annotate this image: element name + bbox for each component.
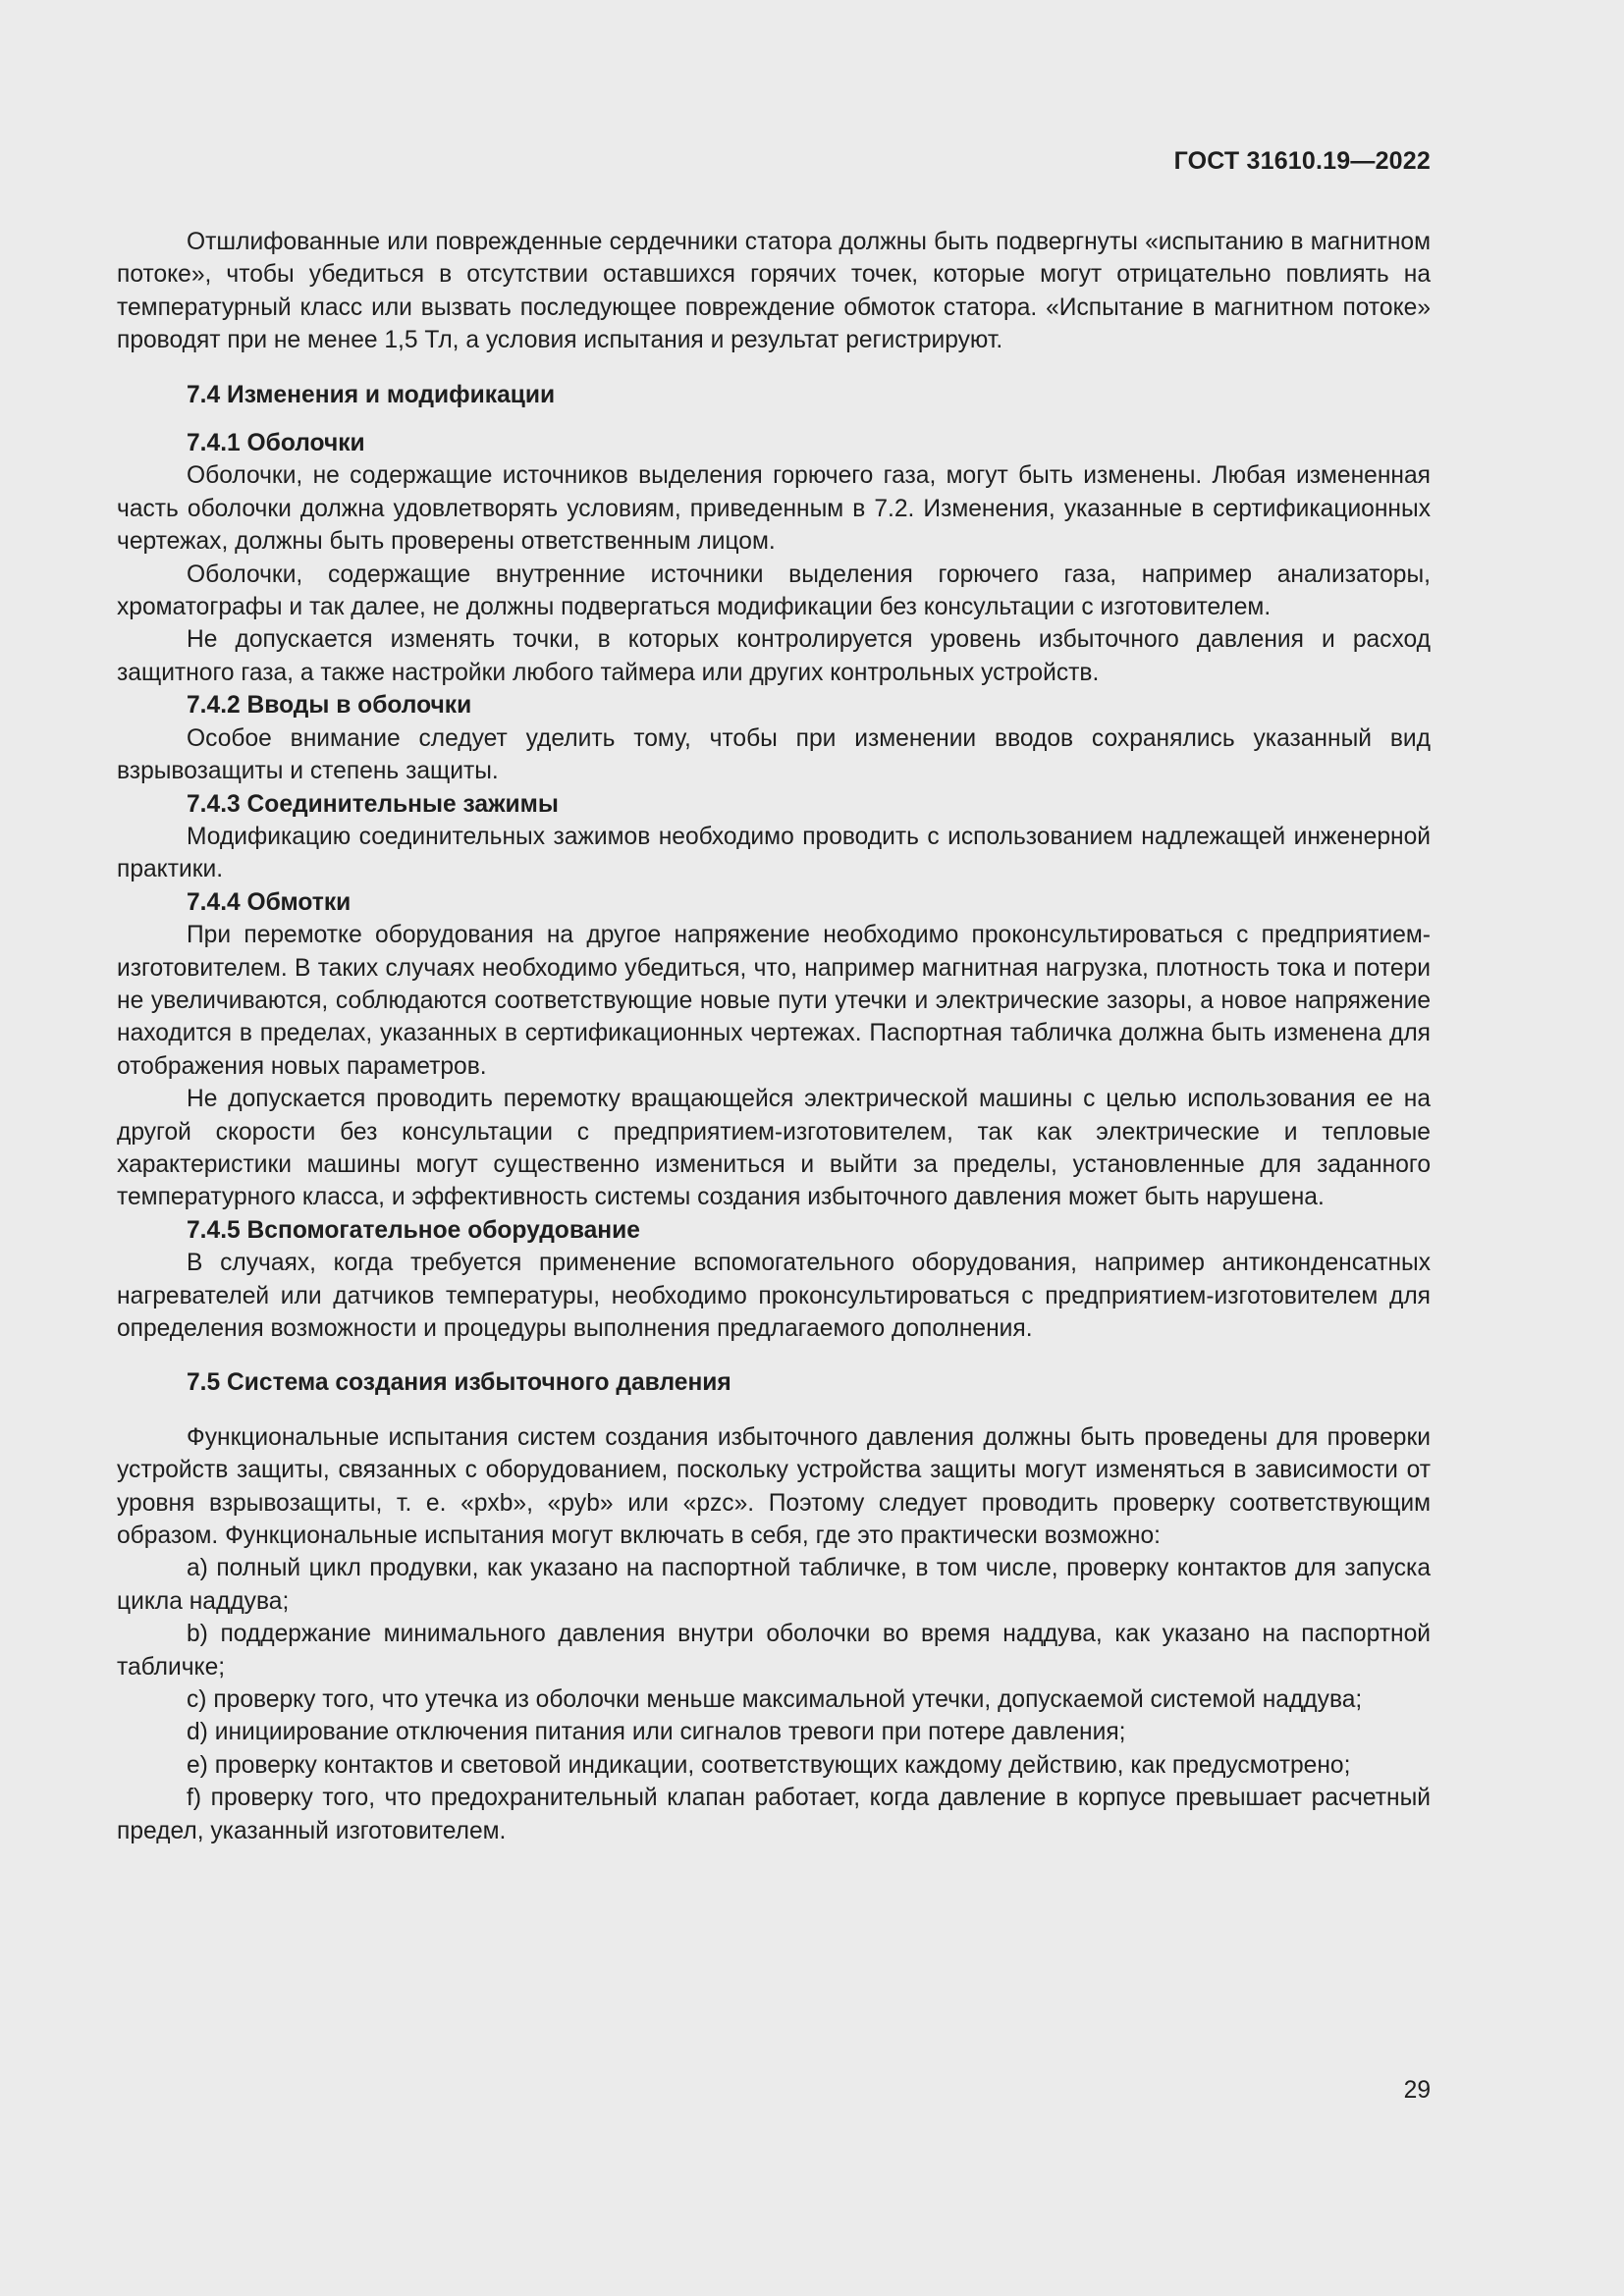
- list-item: c) проверку того, что утечка из оболочки меньше максимальной утечки, допускаемой системой наддува;: [187, 1686, 1363, 1714]
- paragraph: Модификацию соединительных зажимов необходимо проводить с использованием надлежащей инженерной практики.: [117, 823, 1431, 883]
- document-id: ГОСТ 31610.19—2022: [1173, 147, 1431, 175]
- page-number: 29: [1403, 2077, 1431, 2104]
- intro-paragraph: Отшлифованные или поврежденные сердечники статора должны быть подвергнуты «испытанию в магнитном потоке», чтобы убедиться в отсутствии оставшихся горячих точек, которые могут отрицательно повлиять на температурный класс или вызвать последующее повреждение обмоток статора. «Испытание в магнитном потоке» проводят при не менее 1,5 Тл, а условия испытания и результат регистрируют.: [117, 229, 1431, 354]
- paragraph: Не допускается изменять точки, в которых контролируется уровень избыточного давления и расход защитного газа, а также настройки любого таймера или других контрольных устройств.: [117, 626, 1431, 686]
- list-item: f) проверку того, что предохранительный клапан работает, когда давление в корпусе превышает расчетный предел, указанный изготовителем.: [117, 1785, 1431, 1844]
- paragraph: Функциональные испытания систем создания избыточного давления должны быть проведены для проверки устройств защиты, связанных с оборудованием, поскольку устройства защиты могут изменяться в зависимости от уровня взрывозащиты, т. е. «pxb», «pyb» или «pzc». Поэтому следует проводить проверку соответствующим образом. Функциональные испытания могут включать в себя, где это практически возможно:: [117, 1423, 1431, 1550]
- paragraph: Не допускается проводить перемотку вращающейся электрической машины с целью использования ее на другой скорости без консультации с предприятием-изготовителем, так как электрические и тепловые характеристики машины могут существенно измениться и выйти за пределы, установленные для заданного температурного класса, и эффективность системы создания избыточного давления может быть нарушена.: [117, 1086, 1431, 1211]
- paragraph: При перемотке оборудования на другое напряжение необходимо проконсультироваться с предприятием-изготовителем. В таких случаях необходимо убедиться, что, например магнитная нагрузка, плотность тока и потери не увеличиваются, соблюдаются соответствующие новые пути утечки и электрические зазоры, а новое напряжение находится в пределах, указанных в сертификационных чертежах. Паспортная табличка должна быть изменена для отображения новых параметров.: [117, 922, 1431, 1080]
- section-7-4-2-heading: 7.4.2 Вводы в оболочки: [187, 692, 472, 720]
- list-item: d) инициирование отключения питания или сигналов тревоги при потере давления;: [187, 1719, 1126, 1746]
- paragraph: Особое внимание следует уделить тому, чтобы при изменении вводов сохранялись указанный вид взрывозащиты и степень защиты.: [117, 724, 1431, 785]
- section-7-4-4-heading: 7.4.4 Обмотки: [187, 888, 352, 916]
- list-item: e) проверку контактов и световой индикации, соответствующих каждому действию, как предусмотрено;: [187, 1751, 1351, 1779]
- paragraph: В случаях, когда требуется применение вспомогательного оборудования, например антиконденсатных нагревателей или датчиков температуры, необходимо проконсультироваться с предприятием-изготовителем для определения возможности и процедуры выполнения предлагаемого дополнения.: [117, 1250, 1431, 1342]
- section-7-4-3-heading: 7.4.3 Соединительные зажимы: [187, 790, 559, 818]
- document-body: [117, 226, 1431, 1847]
- paragraph: Оболочки, содержащие внутренние источники выделения горючего газа, например анализаторы, хроматографы и так далее, не должны подвергаться модификации без консультации с изготовителем.: [117, 561, 1431, 621]
- list-item: b) поддержание минимального давления внутри оболочки во время наддува, как указано на паспортной табличке;: [117, 1621, 1431, 1681]
- section-7-4-heading: 7.4 Изменения и модификации: [187, 381, 556, 408]
- paragraph: Оболочки, не содержащие источников выделения горючего газа, могут быть изменены. Любая измененная часть оболочки должна удовлетворять условиям, приведенным в 7.2. Изменения, указанные в сертификационных чертежах, должны быть проверены ответственным лицом.: [117, 462, 1431, 556]
- section-7-5-heading: 7.5 Система создания избыточного давления: [187, 1369, 731, 1397]
- list-item: a) полный цикл продувки, как указано на паспортной табличке, в том числе, проверку контактов для запуска цикла наддува;: [117, 1555, 1431, 1615]
- section-7-4-5-heading: 7.4.5 Вспомогательное оборудование: [187, 1216, 640, 1244]
- section-7-4-1-heading: 7.4.1 Оболочки: [187, 430, 365, 457]
